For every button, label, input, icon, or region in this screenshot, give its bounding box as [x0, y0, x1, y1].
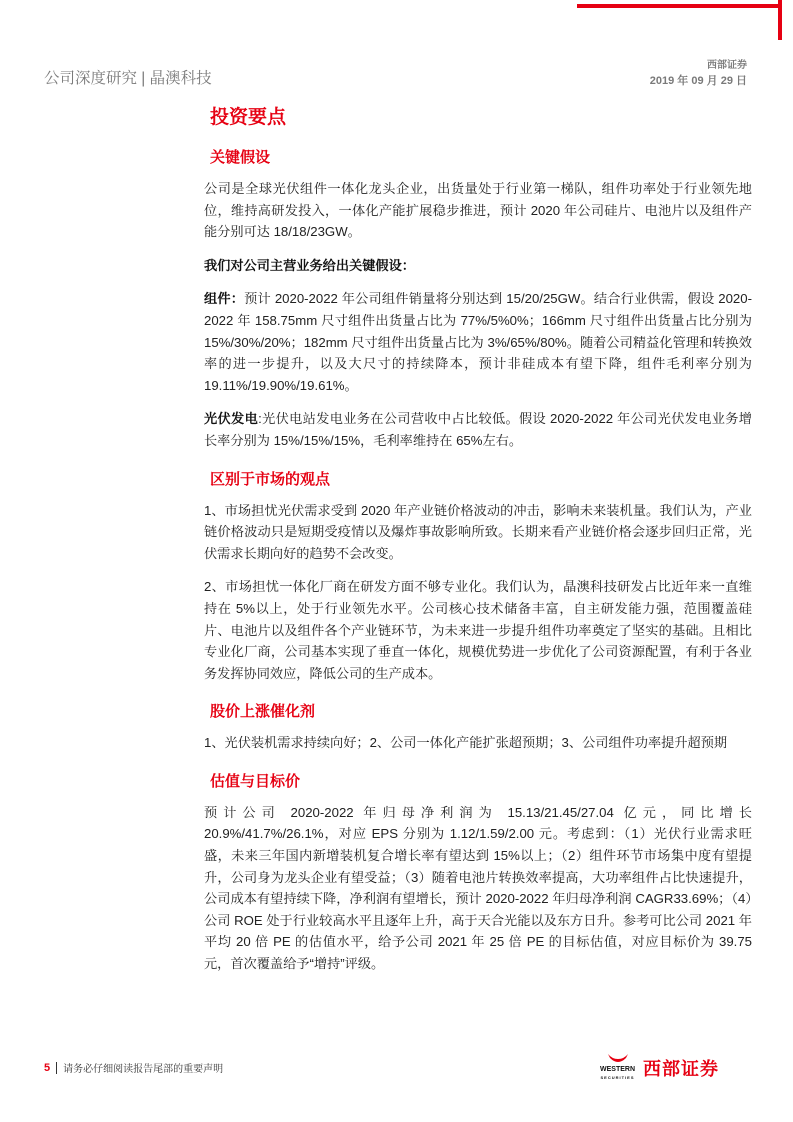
main-content — [204, 148, 752, 993]
paragraph: 1、市场担忧光伏需求受到 2020 年产业链价格波动的冲击，影响未来装机量。我们认为，产业链价格波动只是短期受疫情以及爆炸事故影响所致。长期来看产业链价格会逐步回归正常，光伏需求长期向好的趋势不会改变。 — [204, 502, 752, 561]
logo-bull-icon — [600, 1053, 635, 1082]
text: 预计 2020-2022 年公司组件销量将分别达到 15/20/25GW。结合行业供需，假设 2020-2022 年 158.75mm 尺寸组件出货量占比为 77%/5%0%；166mm 尺寸组件出货量占比分别为 15%/30%/20%；182mm 尺寸组件出货量占比为 3%/65%/80%。随着公司精益化管理和转换效率的进一步提升，以及大尺寸的持续降本，预计非硅成本有望下降，组件毛利率分别为 19.11%/19.90%/19.61%。 — [204, 291, 752, 393]
text: :光伏电站发电业务在公司营收中占比较低。假设 2020-2022 年公司光伏发电业务增长率分别为 15%/15%/15%，毛利率维持在 65%左右。 — [204, 411, 752, 448]
logo-text-en-sub: SECURITIES — [600, 1075, 635, 1080]
footer — [44, 1060, 223, 1075]
paragraph: 预计公司 2020-2022 年归母净利润为 15.13/21.45/27.04 亿元，同比增长 20.9%/41.7%/26.1%，对应 EPS 分别为 1.12/1.59/2.00 元。考虑到：（1）光伏行业需求旺盛，未来三年国内新增装机复合增长率有望达到 15%以上；（2）组件环节市场集中度有望提升，公司身为龙头企业有望受益；（3）随着电池片转换效率提高，大功率组件占比快速提升，公司成本有望持续下降，净利润有望增长，预计 2020-2022 年归母净利润 CAGR33.69%；（4）公司 ROE 处于行业较高水平且逐年上升，高于天合光能以及东方日升。参考可比公司 2021 年平均 20 倍 PE 的估值水平，给予公司 2021 年 25 倍 PE 的目标估值，对应目标价为 39.75 元，首次覆盖给予“增持”评级。 — [204, 804, 752, 972]
section-catalysts — [204, 702, 752, 754]
logo-text-cn: 西部证券 — [643, 1058, 719, 1079]
section-heading: 估值与目标价 — [210, 772, 301, 790]
company-logo — [600, 1053, 719, 1082]
section-valuation — [204, 772, 752, 975]
paragraph: 公司是全球光伏组件一体化龙头企业，出货量处于行业第一梯队，组件功率处于行业领先地位，维持高研发投入，一体化产能扩展稳步推进，预计 2020 年公司硅片、电池片以及组件产能分别可达 18/18/23GW。 — [204, 181, 752, 240]
top-accent-bar — [577, 4, 782, 8]
divider — [56, 1062, 57, 1074]
label-pv-power: 光伏发电 — [204, 411, 259, 427]
section-differentiated-view — [204, 470, 752, 685]
paragraph-modules — [204, 288, 752, 396]
section-key-assumptions — [204, 148, 752, 452]
bold-text: 我们对公司主营业务给出关键假设： — [204, 257, 415, 273]
label-modules: 组件： — [204, 291, 245, 307]
paragraph: 1、光伏装机需求持续向好；2、公司一体化产能扩张超预期；3、公司组件功率提升超预期 — [204, 735, 728, 751]
paragraph-bold — [204, 255, 752, 277]
section-heading: 关键假设 — [210, 149, 271, 166]
paragraph: 2、市场担忧一体化厂商在研发方面不够专业化。我们认为，晶澳科技研发占比近年来一直维持在 5%以上，处于行业领先水平。公司核心技术储备丰富，自主研发能力强，范围覆盖硅片、电池片以及组件各个产业链环节，为未来进一步提升组件功率奠定了坚实的基础。且相比专业化厂商，公司基本实现了垂直一体化，规模优势进一步优化了公司资源配置，有利于各业务发挥协同效应，降低公司的生产成本。 — [204, 579, 752, 681]
page-title: 投资要点 — [210, 107, 287, 128]
brand-name: 西部证券 — [707, 60, 747, 71]
section-heading: 区别于市场的观点 — [210, 470, 331, 488]
report-date: 2019 年 09 月 29 日 — [649, 75, 747, 87]
report-type: 公司深度研究 | 晶澳科技 — [44, 70, 212, 87]
disclaimer-notice: 请务必仔细阅读报告尾部的重要声明 — [63, 1064, 224, 1075]
page-number: 5 — [44, 1061, 51, 1074]
section-heading: 股价上涨催化剂 — [210, 703, 316, 721]
logo-text-en: WESTERN — [600, 1066, 635, 1073]
top-accent-bar-vertical — [778, 0, 782, 40]
paragraph-pv-power — [204, 408, 752, 451]
